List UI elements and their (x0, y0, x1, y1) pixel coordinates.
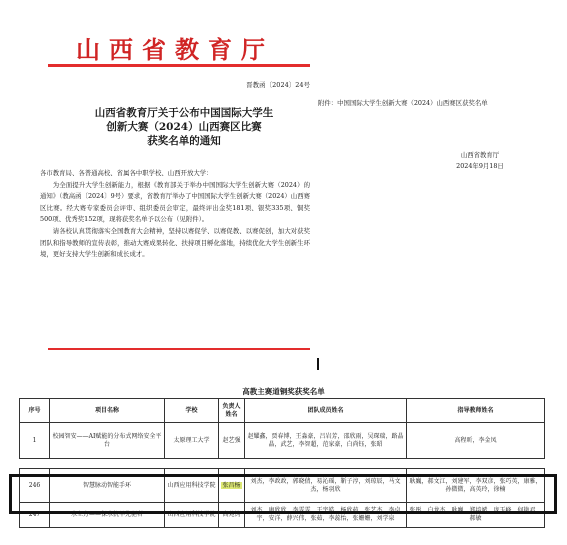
header-no: 序号 (20, 399, 50, 423)
notice-second-page (300, 90, 560, 260)
table-row (20, 423, 545, 459)
sign-date: 2024年9月18日 (456, 162, 504, 170)
cell-school: 太原理工大学 (165, 423, 219, 459)
heading-line: 山西省教育厅关于公布中国国际大学生 (94, 107, 274, 119)
text-cursor (317, 358, 319, 370)
cell-project: 智慧脉动智能手环 (50, 469, 165, 503)
attachment-note: 附件：中国国际大学生创新大赛（2024）山西赛区获奖名单 (318, 99, 488, 107)
issuer-title: 山西省教育厅 (76, 35, 274, 64)
addressee: 各市教育局、各普通高校、省属各中职学校、山西开放大学： (40, 169, 213, 177)
notice-body (40, 168, 310, 261)
cell-team: 刘杰，李政政，郭晓倩，易沁瑶，靳子淳，刘琼辰，马文杰，杨羽欣 (245, 469, 407, 503)
red-header-rule (48, 64, 310, 67)
cell-advisors: 张彤，白龙杰，耿巍，郑培斌，庞玉峰，何艳君，郝敏 (407, 503, 545, 528)
cell-no: 1 (20, 423, 50, 459)
heading-line: 获奖名单的通知 (147, 135, 221, 147)
cell-team: 刘杰，康欣欣，李雯雯，王宇皓，杨欣茹，张艺杰，李卓宇，安洋，薛兴伟，张茹，李蕊怡，张姗姗，刘学泉 (245, 503, 407, 528)
signature-block (450, 150, 510, 172)
paragraph-2: 请各校认真贯彻落实全国教育大会精神，坚持以赛促学、以赛促教、以赛促创，加大对获奖团队和指导教师的宣传表彰，推动大赛成果转化、扶持项目孵化落地，持续优化大学生创新生环境，更好支持大学生创新和成长成才。 (40, 226, 310, 259)
cell-advisors: 耿巍，郝文江，刘建军，李双彦，张巧英，康雅，孙微微，高英玲，徐楠 (407, 469, 545, 503)
header-project: 项目名称 (50, 399, 165, 423)
red-footer-rule (48, 348, 310, 350)
notice-first-page (40, 30, 310, 370)
signer: 山西省教育厅 (460, 151, 500, 159)
header-advisors: 指导教师姓名 (407, 399, 545, 423)
document-number: 晋教函〔2024〕24号 (246, 81, 310, 89)
header-leader: 负责人姓名 (219, 399, 245, 423)
cell-school: 山西应用科技学院 (165, 469, 219, 503)
header-school: 学校 (165, 399, 219, 423)
cell-leader: 赵艺强 (219, 423, 245, 459)
table-header-row (20, 399, 545, 423)
header-team: 团队成员姓名 (245, 399, 407, 423)
cell-no: 247 (20, 503, 50, 528)
heading-line: 创新大赛（2024）山西赛区比赛 (106, 121, 262, 133)
cell-no: 246 (20, 469, 50, 503)
highlighted-leader-name: 张昌杨 (222, 481, 241, 489)
paragraph-1: 为全面提升大学生创新能力，根据《教育部关于举办中国国际大学生创新大赛（2024）的通知》（教高函〔2024〕9号）要求，省教育厅举办了中国国际大学生创新大赛（2024）山西赛区比赛。经大赛专家委员会评审、组织委员会审定，最终评出金奖181项、银奖335项、铜奖500项、优秀奖152项，现将获奖名单予以公布（见附件）。 (40, 180, 310, 224)
row-gap (20, 459, 545, 469)
cell-team: 赵耀鑫，贾春博，王淼豪，吕岩芳，邵欣雨，吴琛瑞，路晶晶，武艺，李智超，范家豪，白尚钰，张昭 (245, 423, 407, 459)
row-highlight-frame (9, 474, 557, 514)
table-caption: 高教主赛道铜奖获奖名单 (242, 387, 325, 396)
cell-project: 水立方——保水抗旱先驱者 (50, 503, 165, 528)
cell-project: 校园智安——AI赋能的分布式网络安全平台 (50, 423, 165, 459)
cell-school: 山西应用科技学院 (165, 503, 219, 528)
cell-leader: 高苑钧 (219, 503, 245, 528)
notice-heading (58, 106, 310, 148)
cell-advisors: 高程昕，李金凤 (407, 423, 545, 459)
